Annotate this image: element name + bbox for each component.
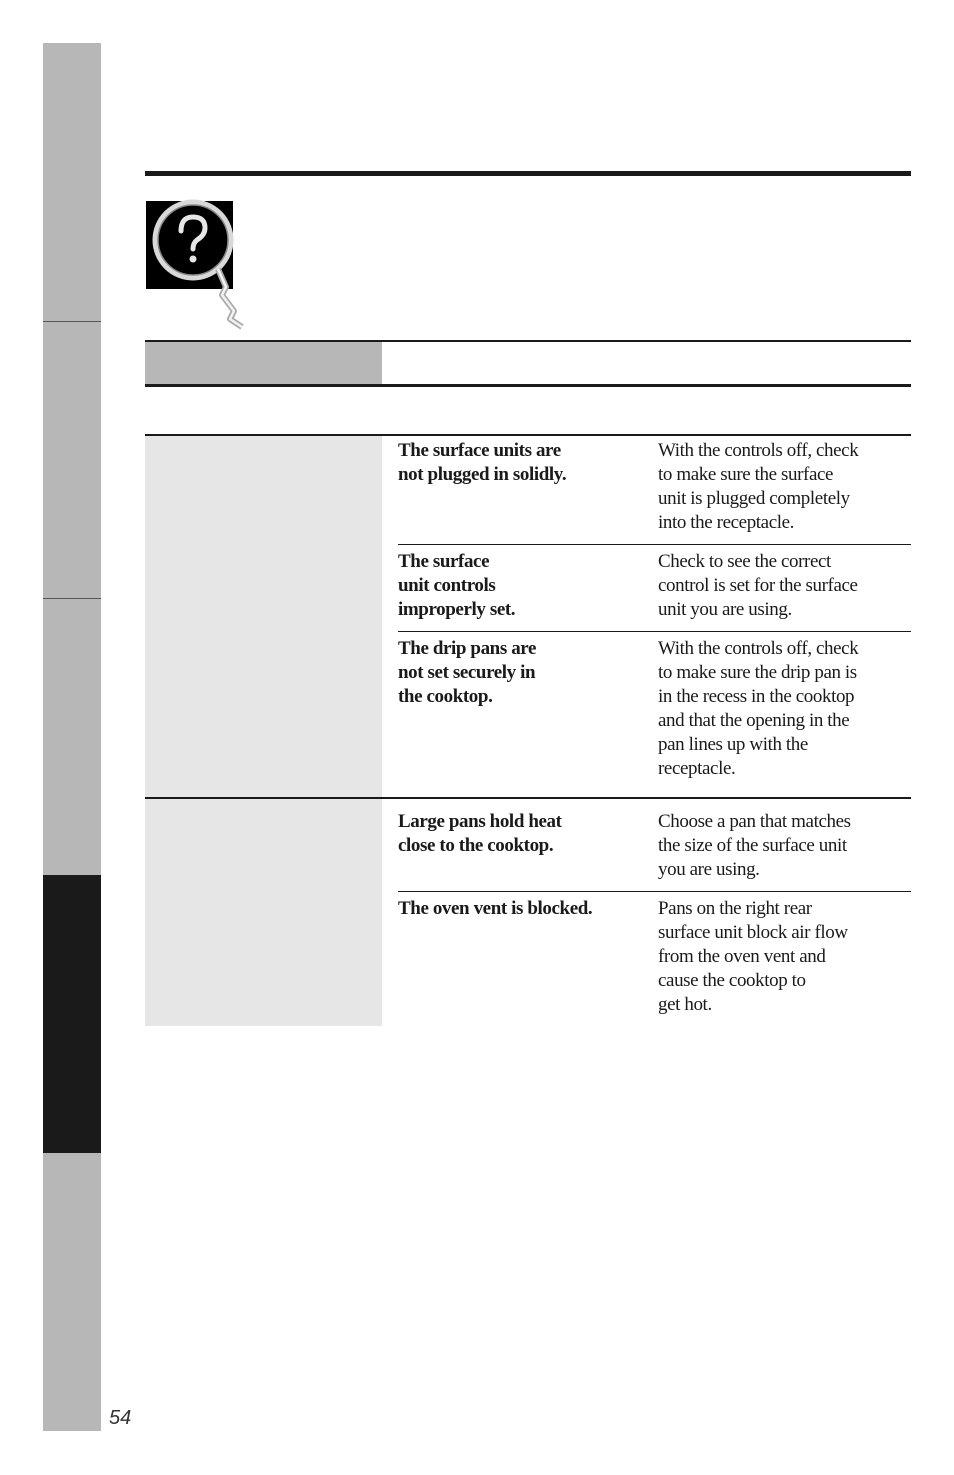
fix-text: Check to see the correct control is set for the surface unit you are using. <box>658 551 858 620</box>
table-header-problem-cell <box>145 342 382 385</box>
fix-text: Pans on the right rear surface unit block air flow from the oven vent and cause the cooktop to get hot. <box>658 898 848 1015</box>
side-tab-active <box>43 875 101 1153</box>
row-rule <box>398 544 911 545</box>
top-rule <box>145 171 911 176</box>
row-rule <box>398 631 911 632</box>
fix-text: With the controls off, check to make sure the drip pan is in the recess in the cooktop and that the opening in the pan lines up with the receptacle. <box>658 638 859 779</box>
fix-text: With the controls off, check to make sure the surface unit is plugged completely into the receptacle. <box>658 440 859 533</box>
row-rule <box>398 891 911 892</box>
cause-text: The surface unit controls improperly set. <box>398 551 516 620</box>
cause-text: The drip pans are not set securely in the cooktop. <box>398 638 537 707</box>
page-number: 54 <box>109 1407 132 1429</box>
cause-text: Large pans hold heat close to the cooktop. <box>398 811 562 856</box>
side-tab-1 <box>43 43 101 321</box>
fix-text: Choose a pan that matches the size of the surface unit you are using. <box>658 811 851 880</box>
magnifier-question-icon <box>146 195 266 335</box>
problem-cell <box>145 436 382 797</box>
problem-cell <box>145 799 382 1026</box>
cause-text: The oven vent is blocked. <box>398 898 593 919</box>
side-tab-3 <box>43 599 101 875</box>
side-tab-5 <box>43 1153 101 1431</box>
side-tab-2 <box>43 322 101 598</box>
cause-text: The surface units are not plugged in solidly. <box>398 440 567 485</box>
side-tab-strip <box>43 43 101 1431</box>
table-header-rule-bottom <box>145 384 911 387</box>
